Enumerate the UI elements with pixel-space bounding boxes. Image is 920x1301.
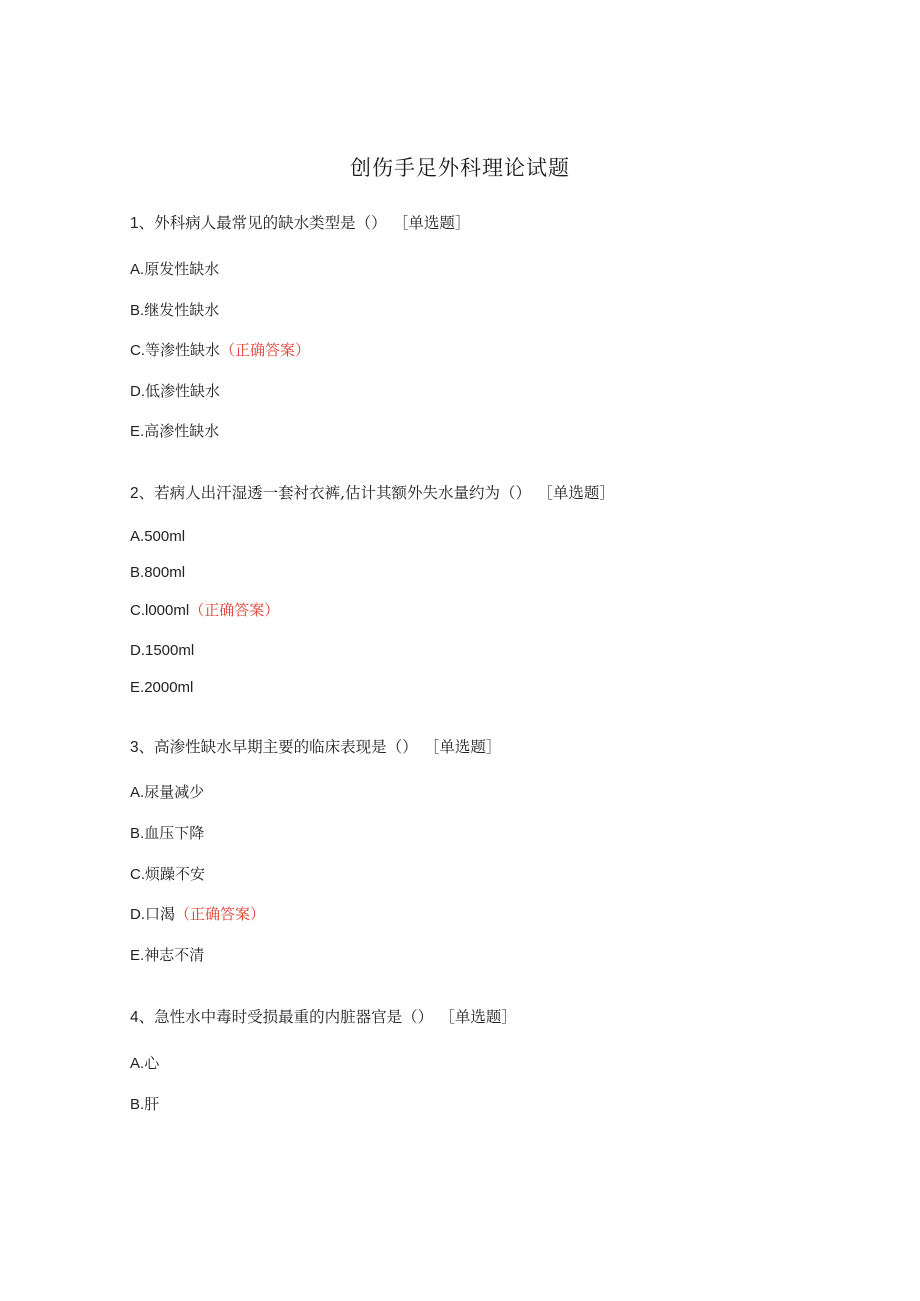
- question-number: 3、: [130, 739, 155, 756]
- question-number: 4、: [130, 1009, 155, 1026]
- option-letter: B.: [130, 1096, 145, 1113]
- option-letter: A.: [130, 261, 145, 278]
- option-2e[interactable]: [130, 677, 193, 698]
- option-letter: C.: [130, 866, 145, 883]
- option-text: 等渗性缺水: [145, 341, 221, 359]
- question-1: [130, 213, 470, 234]
- option-letter: B.: [130, 825, 145, 842]
- correct-answer-mark: （正确答案）: [189, 601, 280, 619]
- option-letter: E.: [130, 947, 145, 964]
- question-number: 1、: [130, 215, 155, 232]
- question-type: ［单选题］: [545, 484, 615, 502]
- question-number: 2、: [130, 485, 155, 502]
- option-letter: C.: [130, 602, 145, 619]
- option-text: 1500ml: [145, 642, 195, 659]
- question-type: ［单选题］: [431, 738, 502, 756]
- option-2d[interactable]: [130, 640, 194, 661]
- correct-answer-mark: （正确答案）: [175, 905, 266, 923]
- question-type: ［单选题］: [447, 1008, 517, 1026]
- option-letter: D.: [130, 383, 145, 400]
- option-text: 心: [144, 1054, 160, 1072]
- option-letter: A.: [130, 1055, 145, 1072]
- option-1a[interactable]: [130, 259, 219, 280]
- question-3: [130, 737, 501, 758]
- option-text: l000ml: [145, 602, 190, 619]
- option-1e[interactable]: [130, 421, 219, 442]
- option-2a[interactable]: [130, 526, 185, 547]
- option-letter: D.: [130, 906, 145, 923]
- option-4b[interactable]: [130, 1094, 159, 1115]
- option-2b[interactable]: [130, 562, 185, 583]
- option-2c[interactable]: [130, 600, 279, 621]
- option-letter: A.: [130, 784, 145, 801]
- correct-answer-mark: （正确答案）: [220, 341, 311, 359]
- question-text: 外科病人最常见的缺水类型是（）: [154, 214, 387, 232]
- option-3a[interactable]: [130, 782, 204, 803]
- option-1d[interactable]: [130, 381, 220, 402]
- question-type: ［单选题］: [400, 214, 471, 232]
- option-text: 500ml: [144, 528, 186, 545]
- question-4: [130, 1007, 517, 1028]
- option-3d[interactable]: [130, 904, 265, 925]
- option-letter: A.: [130, 528, 145, 545]
- question-2: [130, 483, 615, 504]
- option-text: 烦躁不安: [145, 865, 206, 883]
- question-text: 若病人出汗湿透一套衬衣裤,估计其额外失水量约为（）: [154, 484, 532, 502]
- option-text: 尿量减少: [144, 783, 205, 801]
- option-3e[interactable]: [130, 945, 204, 966]
- option-letter: D.: [130, 642, 145, 659]
- option-text: 2000ml: [144, 679, 194, 696]
- question-text: 高渗性缺水早期主要的临床表现是（）: [154, 738, 418, 756]
- option-text: 高渗性缺水: [144, 422, 220, 440]
- option-letter: B.: [130, 564, 145, 581]
- option-1b[interactable]: [130, 300, 219, 321]
- option-text: 继发性缺水: [144, 301, 220, 319]
- option-text: 血压下降: [144, 824, 205, 842]
- page-title: 创伤手足外科理论试题: [350, 156, 570, 180]
- option-3c[interactable]: [130, 864, 205, 885]
- option-text: 800ml: [144, 564, 186, 581]
- option-text: 原发性缺水: [144, 260, 220, 278]
- question-text: 急性水中毒时受损最重的内脏器官是（）: [154, 1008, 434, 1026]
- option-letter: B.: [130, 302, 145, 319]
- option-1c[interactable]: [130, 340, 310, 361]
- option-letter: E.: [130, 423, 145, 440]
- option-text: 神志不清: [144, 946, 205, 964]
- option-text: 口渴: [145, 905, 176, 923]
- option-text: 肝: [144, 1095, 160, 1113]
- option-4a[interactable]: [130, 1053, 159, 1074]
- option-letter: C.: [130, 342, 145, 359]
- option-letter: E.: [130, 679, 145, 696]
- option-text: 低渗性缺水: [145, 382, 221, 400]
- option-3b[interactable]: [130, 823, 204, 844]
